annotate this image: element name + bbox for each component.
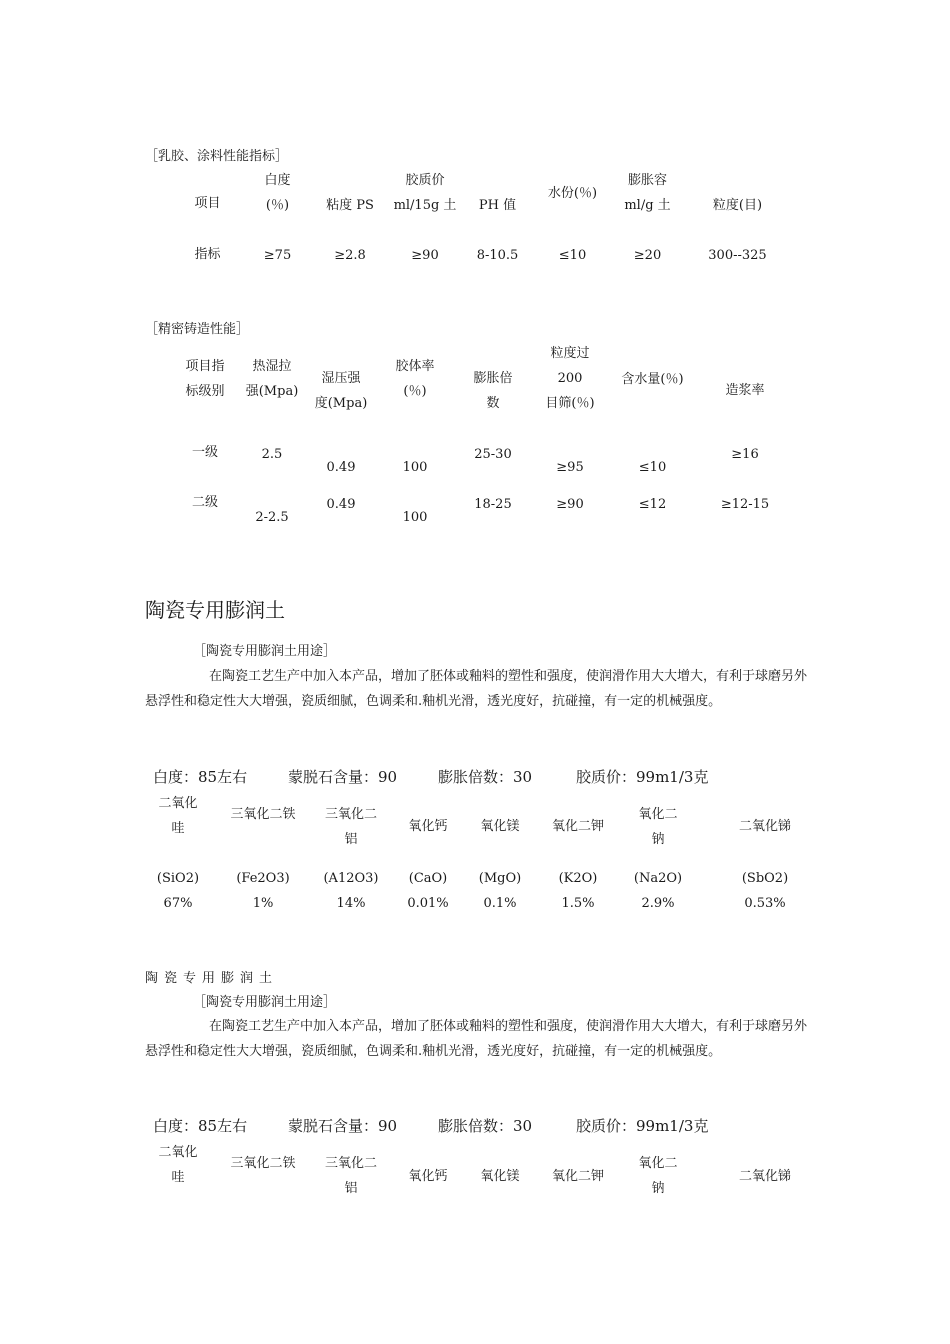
casting-cell: ≤10 (638, 460, 667, 475)
latex-cell: 指标 (194, 247, 221, 262)
ceramic-title: 陶瓷专用膨润土 (145, 598, 285, 622)
colloid-prop: 胶质价：99m1/3克 (576, 768, 709, 786)
composition-value: 0.01% (407, 896, 449, 911)
composition-formula: (Na2O) (633, 871, 683, 886)
ceramic-subheading: ［陶瓷专用膨润土用途］ (193, 644, 337, 659)
casting-cell: 2.5 (261, 447, 283, 462)
composition-formula: (Fe2O3) (236, 871, 290, 886)
latex-cell: ≥90 (411, 248, 439, 263)
composition-name: 氧化镁 (480, 1169, 520, 1184)
composition-value: 67% (163, 896, 193, 911)
casting-header-cell: 造浆率 (725, 383, 765, 398)
colloid-prop: 胶质价：99m1/3克 (576, 1117, 709, 1135)
whiteness-prop: 白度：85左右 (153, 1117, 248, 1135)
latex-header-cell: 粘度 PS (326, 198, 374, 213)
composition-name: 氧化二 钠 (638, 1156, 678, 1196)
casting-cell: 100 (402, 460, 428, 475)
casting-header-cell: 膨胀倍 数 (473, 371, 513, 411)
composition-value: 14% (336, 896, 366, 911)
composition-name: 氧化镁 (480, 819, 520, 834)
casting-cell: ≥16 (731, 447, 759, 462)
composition-name: 二氧化 哇 (158, 796, 198, 836)
composition-value: 0.1% (483, 896, 517, 911)
ceramic-paragraph-repeat: 在陶瓷工艺生产中加入本产品，增加了胚体或釉料的塑性和强度，使润滑作用大大增大，有利于球磨另外悬浮性和稳定性大大增强，瓷质细腻，色调柔和.釉机光滑，透光度好，抗碰撞，有一定的机械强度。 (145, 1019, 808, 1059)
latex-header-cell: 膨胀容 ml/g 土 (624, 173, 671, 213)
composition-name: 二氧化 哇 (158, 1145, 198, 1185)
casting-header-cell: 含水量(％) (621, 372, 684, 387)
composition-name: 氧化钙 (408, 819, 448, 834)
composition-formula: (MgO) (478, 871, 522, 886)
composition-name: 氧化钙 (408, 1169, 448, 1184)
composition-value: 2.9% (641, 896, 675, 911)
casting-cell: 100 (402, 510, 428, 525)
latex-cell: ≥2.8 (334, 248, 366, 263)
latex-header-cell: 胶质价 ml/15g 土 (393, 173, 457, 213)
latex-header-cell: 项目 (194, 196, 221, 211)
casting-cell: ≥12-15 (720, 497, 770, 512)
latex-cell: 8-10.5 (476, 248, 519, 263)
composition-value: 0.53% (744, 896, 786, 911)
casting-cell: 2-2.5 (255, 510, 289, 525)
ceramic-title-repeat: 陶瓷专用膨润土 (145, 971, 279, 986)
montmorillonite-prop: 蒙脱石含量：90 (288, 1117, 398, 1135)
latex-cell: ≥20 (633, 248, 662, 263)
casting-header-cell: 项目指 标级别 (185, 359, 225, 399)
composition-value: 1% (252, 896, 274, 911)
composition-name: 氧化二钾 (551, 1169, 604, 1184)
casting-cell: 25-30 (474, 447, 512, 462)
latex-cell: ≥75 (263, 248, 292, 263)
casting-cell: ≥95 (556, 460, 584, 475)
composition-name: 三氧化二铁 (230, 807, 296, 822)
composition-name: 三氧化二 铝 (324, 807, 377, 847)
montmorillonite-prop: 蒙脱石含量：90 (288, 768, 398, 786)
casting-cell: ≥90 (556, 497, 584, 512)
swelling-prop: 膨胀倍数：30 (438, 1117, 533, 1135)
composition-name: 氧化二钾 (551, 819, 604, 834)
swelling-prop: 膨胀倍数：30 (438, 768, 533, 786)
composition-formula: (A12O3) (323, 871, 379, 886)
composition-formula: (SbO2) (741, 871, 789, 886)
latex-header-cell: PH 值 (478, 198, 517, 213)
composition-name: 三氧化二铁 (230, 1156, 296, 1171)
latex-cell: 300--325 (708, 248, 767, 263)
casting-heading: ［精密铸造性能］ (145, 322, 250, 337)
latex-heading: ［乳胶、涂料性能指标］ (145, 149, 289, 164)
latex-header-cell: 粒度(目) (712, 198, 763, 213)
casting-header-cell: 热湿拉 强(Mpa) (245, 359, 299, 399)
casting-cell: 0.49 (326, 460, 356, 475)
whiteness-prop: 白度：85左右 (153, 768, 248, 786)
composition-name: 二氧化锑 (738, 819, 791, 834)
composition-name: 氧化二 钠 (638, 807, 678, 847)
latex-header-cell: 水份(％) (547, 186, 598, 201)
ceramic-paragraph: 在陶瓷工艺生产中加入本产品，增加了胚体或釉料的塑性和强度，使润滑作用大大增大，有利于球磨另外悬浮性和稳定性大大增强，瓷质细腻，色调柔和.釉机光滑，透光度好，抗碰撞，有一定的机械强度。 (145, 669, 808, 709)
composition-name: 三氧化二 铝 (324, 1156, 377, 1196)
casting-header-cell: 湿压强 度(Mpa) (314, 371, 368, 411)
composition-formula: (CaO) (408, 871, 448, 886)
latex-header-cell: 白度 (％) (264, 173, 291, 213)
casting-header-cell: 粒度过 200 目筛(％) (545, 346, 595, 411)
casting-cell: 二级 (191, 495, 218, 510)
composition-name: 二氧化锑 (738, 1169, 791, 1184)
casting-header-cell: 胶体率 (％) (395, 359, 435, 399)
casting-cell: 0.49 (326, 497, 356, 512)
composition-formula: (SiO2) (156, 871, 200, 886)
ceramic-subheading-repeat: ［陶瓷专用膨润土用途］ (193, 995, 337, 1010)
composition-value: 1.5% (561, 896, 595, 911)
casting-cell: 18-25 (474, 497, 512, 512)
casting-cell: 一级 (191, 445, 218, 460)
composition-formula: (K2O) (558, 871, 598, 886)
latex-cell: ≤10 (558, 248, 587, 263)
casting-cell: ≤12 (638, 497, 667, 512)
